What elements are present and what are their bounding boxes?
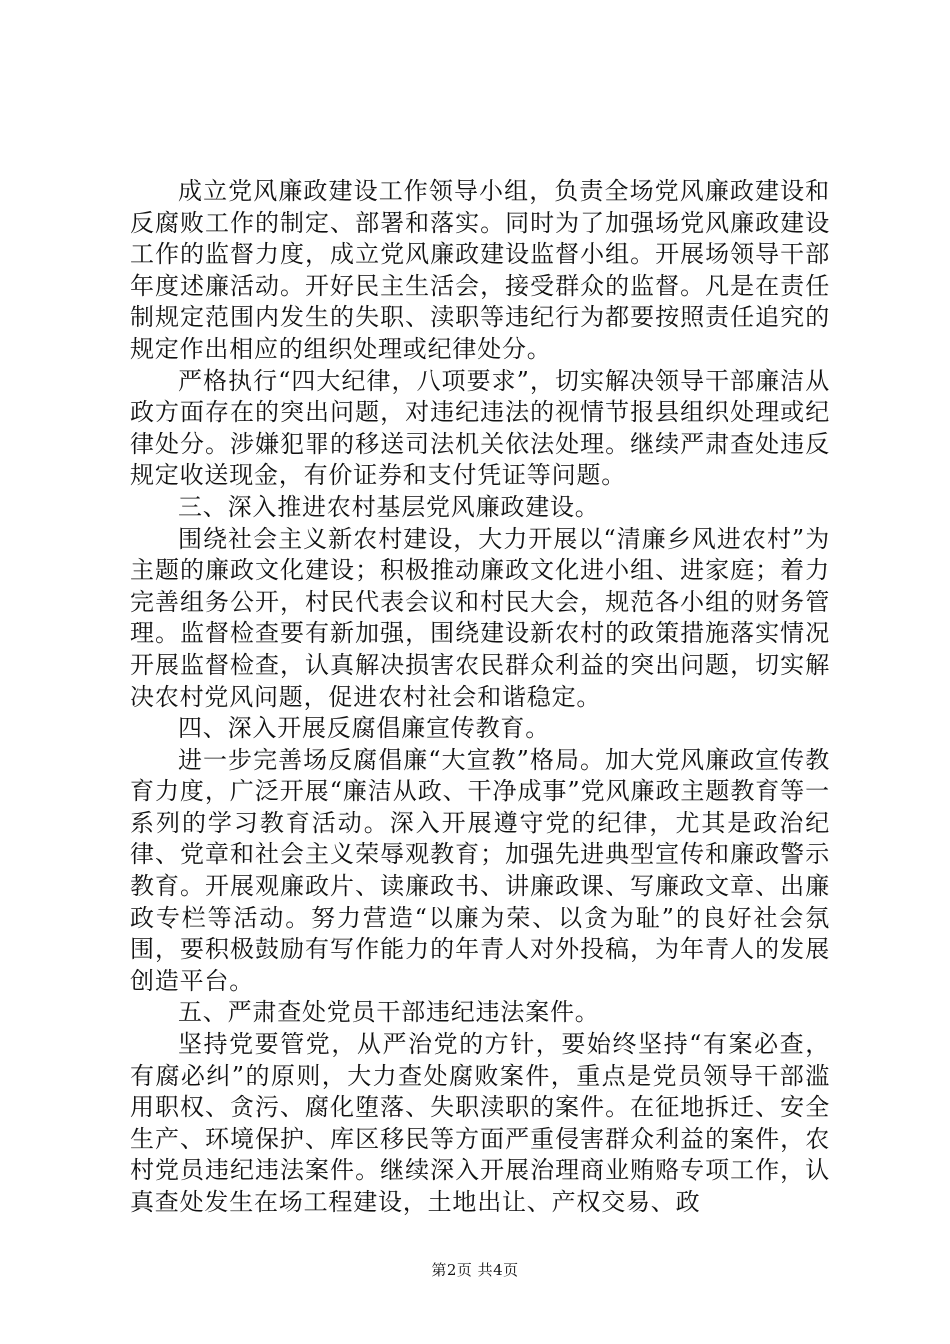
paragraph-education: 进一步完善场反腐倡廉“大宣教”格局。加大党风廉政宣传教育力度，广泛开展“廉洁从政、干净成事”党风廉政主题教育等一系列的学习教育活动。深入开展遵守党的纪律，尤其是政治纪律、党章和社会主义荣辱观教育；加强先进典型宣传和廉政警示教育。开展观廉政片、读廉政书、讲廉政课、写廉政文章、出廉政专栏等活动。努力营造“以廉为荣、以贪为耻”的良好社会氛围，要积极鼓励有写作能力的年青人对外投稿，为年青人的发展创造平台。 [130,745,830,995]
paragraph-rural-construction: 围绕社会主义新农村建设，大力开展以“清廉乡风进农村”为主题的廉政文化建设；积极推动廉政文化进小组、进家庭；着力完善组务公开，村民代表会议和村民大会，规范各小组的财务管理。监督检查要有新加强，围绕建设新农村的政策措施落实情况开展监督检查，认真解决损害农民群众利益的突出问题，切实解决农村党风问题，促进农村社会和谐稳定。 [130,524,830,711]
document-body [130,176,830,1219]
section-heading-rural: 三、深入推进农村基层党风廉政建设。 [178,492,600,521]
section-heading-education: 四、深入开展反腐倡廉宣传教育。 [178,714,550,743]
section-heading-cases: 五、严肃查处党员干部违纪违法案件。 [178,998,600,1027]
page-number-footer: 第2页 共4页 [431,1261,519,1279]
paragraph-discipline: 严格执行“四大纪律，八项要求”，切实解决领导干部廉洁从政方面存在的突出问题，对违纪违法的视情节报县组织处理或纪律处分。涉嫌犯罪的移送司法机关依法处理。继续严肃查处违反规定收送现金，有价证券和支付凭证等问题。 [130,366,830,490]
paragraph-responsibility-system: 成立党风廉政建设工作领导小组，负责全场党风廉政建设和反腐败工作的制定、部署和落实。同时为了加强场党风廉政建设工作的监督力度，成立党风廉政建设监督小组。开展场领导干部年度述廉活动。开好民主生活会，接受群众的监督。凡是在责任制规定范围内发生的失职、渎职等违纪行为都要按照责任追究的规定作出相应的组织处理或纪律处分。 [130,177,830,363]
paragraph-cases: 坚持党要管党，从严治党的方针，要始终坚持“有案必查，有腐必纠”的原则，大力查处腐败案件，重点是党员领导干部滥用职权、贪污、腐化堕落、失职渎职的案件。在征地拆迁、安全生产、环境保护、库区移民等方面严重侵害群众利益的案件，农村党员违纪违法案件。继续深入开展治理商业贿赂专项工作，认真查处发生在场工程建设，土地出让、产权交易、政 [130,1030,830,1216]
